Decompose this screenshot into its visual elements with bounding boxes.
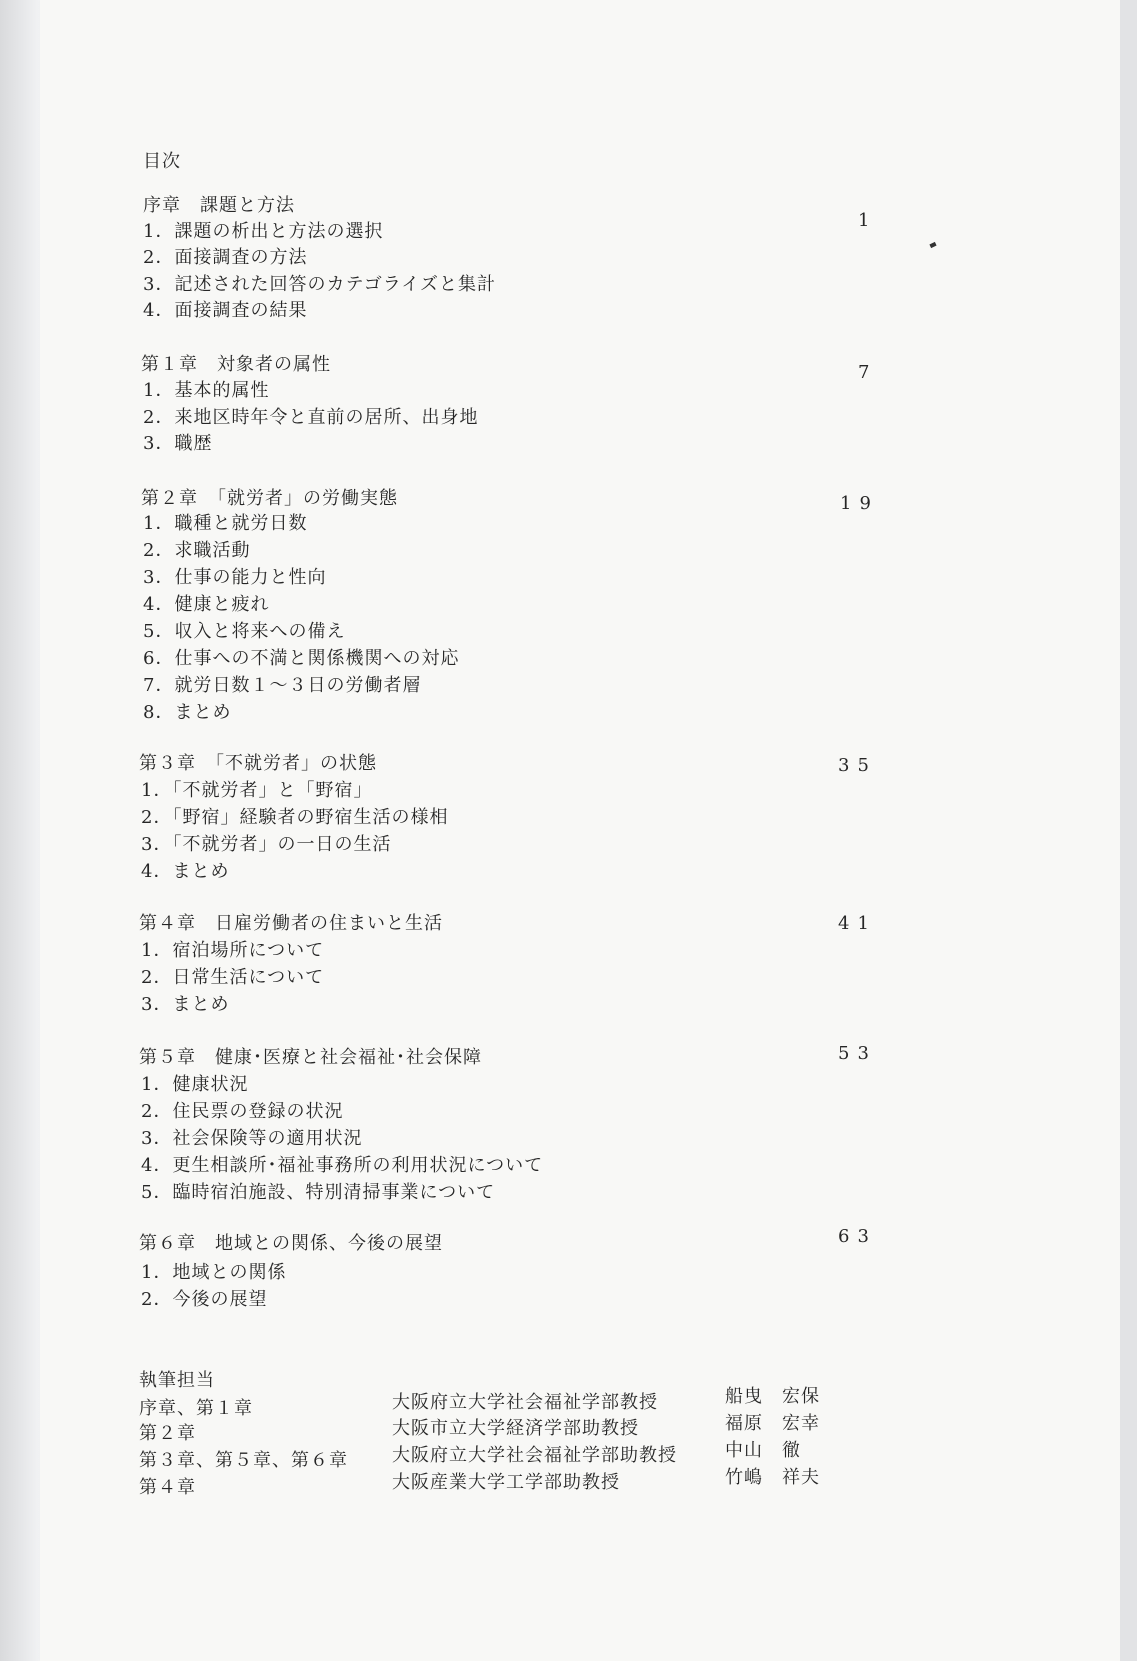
toc-item: 5．臨時宿泊施設、特別清掃事業について: [141, 1182, 496, 1203]
authors-heading: 執筆担当: [139, 1370, 215, 1391]
author-name: 中山 徹: [725, 1440, 801, 1461]
toc-item: 4．まとめ: [141, 861, 230, 882]
author-chapters: 第２章: [139, 1423, 196, 1444]
toc-item: 1．宿泊場所について: [141, 940, 325, 961]
chapter-title: 第２章 「就労者」の労働実態: [141, 488, 398, 509]
author-chapters: 第４章: [139, 1477, 196, 1498]
chapter-page: 63: [838, 1226, 877, 1247]
toc-item: 5．収入と将来への備え: [143, 621, 346, 642]
toc-item: 4．面接調査の結果: [143, 300, 308, 321]
chapter-title: 第５章 健康･医療と社会福祉･社会保障: [139, 1047, 482, 1068]
toc-item: 4．更生相談所･福祉事務所の利用状況について: [141, 1155, 544, 1176]
author-affiliation: 大阪府立大学社会福祉学部助教授: [392, 1445, 677, 1466]
toc-item: 3．記述された回答のカテゴライズと集計: [143, 274, 497, 295]
ink-mark: [929, 242, 936, 248]
toc-item: 8．まとめ: [143, 702, 232, 723]
author-name: 船曳 宏保: [725, 1386, 820, 1407]
author-affiliation: 大阪府立大学社会福祉学部教授: [392, 1392, 658, 1413]
toc-item: 2．住民票の登録の状況: [141, 1101, 344, 1122]
chapter-title: 第３章 「不就労者」の状態: [139, 753, 377, 774]
chapter-page: 1: [858, 210, 878, 231]
chapter-page: 41: [838, 913, 877, 934]
toc-item: 1．健康状況: [141, 1074, 249, 1095]
chapter-title: 第６章 地域との関係、今後の展望: [139, 1233, 443, 1254]
toc-item: 1．課題の析出と方法の選択: [143, 221, 384, 242]
chapter-page: 19: [840, 493, 879, 514]
author-affiliation: 大阪産業大学工学部助教授: [392, 1472, 620, 1493]
toc-item: 7．就労日数１～３日の労働者層: [143, 675, 422, 696]
chapter-page: 53: [838, 1043, 877, 1064]
author-chapters: 第３章、第５章、第６章: [139, 1450, 348, 1471]
chapter-title: 序章 課題と方法: [143, 195, 295, 216]
chapter-page: 7: [858, 362, 878, 383]
toc-item: 1．職種と就労日数: [143, 513, 308, 534]
toc-item: 1．「不就労者」と「野宿」: [141, 780, 373, 801]
toc-item: 2．面接調査の方法: [143, 247, 308, 268]
toc-item: 2．日常生活について: [141, 967, 325, 988]
toc-item: 2．今後の展望: [141, 1289, 268, 1310]
toc-item: 3．まとめ: [141, 994, 230, 1015]
toc-item: 1．地域との関係: [141, 1262, 287, 1283]
toc-item: 3．「不就労者」の一日の生活: [141, 834, 392, 855]
toc-item: 3．職歴: [143, 433, 213, 454]
author-affiliation: 大阪市立大学経済学部助教授: [392, 1418, 639, 1439]
toc-item: 6．仕事への不満と関係機関への対応: [143, 648, 460, 669]
toc-item: 4．健康と疲れ: [143, 594, 270, 615]
author-name: 福原 宏幸: [725, 1413, 820, 1434]
author-chapters: 序章、第１章: [139, 1398, 253, 1419]
toc-item: 2．求職活動: [143, 540, 251, 561]
toc-heading: 目次: [143, 151, 181, 172]
chapter-title: 第１章 対象者の属性: [141, 354, 331, 375]
chapter-page: 35: [838, 755, 877, 776]
author-name: 竹嶋 祥夫: [725, 1467, 820, 1488]
toc-item: 3．仕事の能力と性向: [143, 567, 327, 588]
toc-item: 2．来地区時年令と直前の居所、出身地: [143, 407, 479, 428]
toc-item: 3．社会保険等の適用状況: [141, 1128, 363, 1149]
toc-item: 1．基本的属性: [143, 380, 270, 401]
toc-item: 2．「野宿」経験者の野宿生活の様相: [141, 807, 449, 828]
chapter-title: 第４章 日雇労働者の住まいと生活: [139, 913, 443, 934]
